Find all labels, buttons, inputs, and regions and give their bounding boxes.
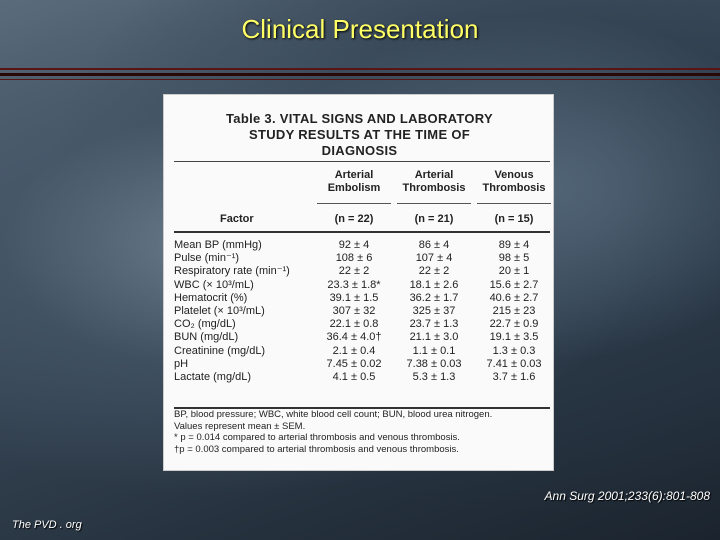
brand-label: The PVD . org (12, 519, 82, 531)
footnote: * p = 0.014 compared to arterial thrombosis and venous thrombosis. (174, 432, 460, 443)
slide-title: Clinical Presentation (241, 14, 479, 44)
table-rule (174, 161, 550, 162)
table-row: Mean BP (mmHg) 92 ± 4 86 ± 4 89 ± 4 (174, 239, 530, 251)
citation: Ann Surg 2001;233(6):801-808 (544, 489, 710, 503)
title-divider (0, 79, 720, 80)
table-row: WBC (× 10³/mL) 23.3 ± 1.8* 18.1 ± 2.6 15.6 ± 2.7 (174, 278, 539, 291)
column-n: (n = 21) (414, 213, 454, 225)
title-divider (0, 73, 720, 76)
column-rule (317, 203, 391, 204)
table-body (164, 239, 555, 384)
table-row: Creatinine (mg/dL) 2.1 ± 0.4 1.1 ± 0.1 1.3 ± 0.3 (174, 344, 536, 357)
title-divider (0, 68, 720, 70)
column-rule (477, 203, 551, 204)
table-row: Pulse (min⁻¹) 108 ± 6 107 ± 4 98 ± 5 (174, 252, 530, 265)
lab-results-table (163, 94, 554, 471)
column-n: (n = 22) (334, 213, 374, 225)
column-header-arterial-embolism: Arterial Embolism (327, 169, 381, 194)
table-row: Platelet (× 10³/mL) 307 ± 32 325 ± 37 215 ± 23 (174, 304, 536, 317)
footnote: †p = 0.003 compared to arterial thrombosis and venous thrombosis. (174, 443, 459, 455)
table-row: BUN (mg/dL) 36.4 ± 4.0† 21.1 ± 3.0 19.1 ± 3.5 (174, 331, 539, 344)
column-rule (397, 203, 471, 204)
factor-header: Factor (220, 213, 254, 225)
table-title: Table 3. VITAL SIGNS AND LABORATORY STUDY RESULTS AT THE TIME OF DIAGNOSIS (226, 111, 493, 158)
column-header-arterial-thrombosis: Arterial Thrombosis (402, 169, 466, 194)
table-row: Respiratory rate (min⁻¹) 22 ± 2 22 ± 2 20 ± 1 (174, 265, 530, 278)
table-row: CO₂ (mg/dL) 22.1 ± 0.8 23.7 ± 1.3 22.7 ± 0.9 (174, 318, 539, 331)
column-n: (n = 15) (494, 213, 534, 225)
table-row: Lactate (mg/dL) 4.1 ± 0.5 5.3 ± 1.3 3.7 ± 1.6 (174, 370, 536, 383)
footnote: Values represent mean ± SEM. (174, 420, 306, 432)
table-footnotes (174, 409, 550, 455)
column-header-venous-thrombosis: Venous Thrombosis (482, 169, 546, 194)
table-rule (174, 231, 550, 233)
table-row: pH 7.45 ± 0.02 7.38 ± 0.03 7.41 ± 0.03 (174, 357, 542, 370)
table-row: Hematocrit (%) 39.1 ± 1.5 36.2 ± 1.7 40.6 ± 2.7 (174, 291, 539, 304)
footnote: BP, blood pressure; WBC, white blood cell count; BUN, blood urea nitrogen. (174, 409, 493, 420)
